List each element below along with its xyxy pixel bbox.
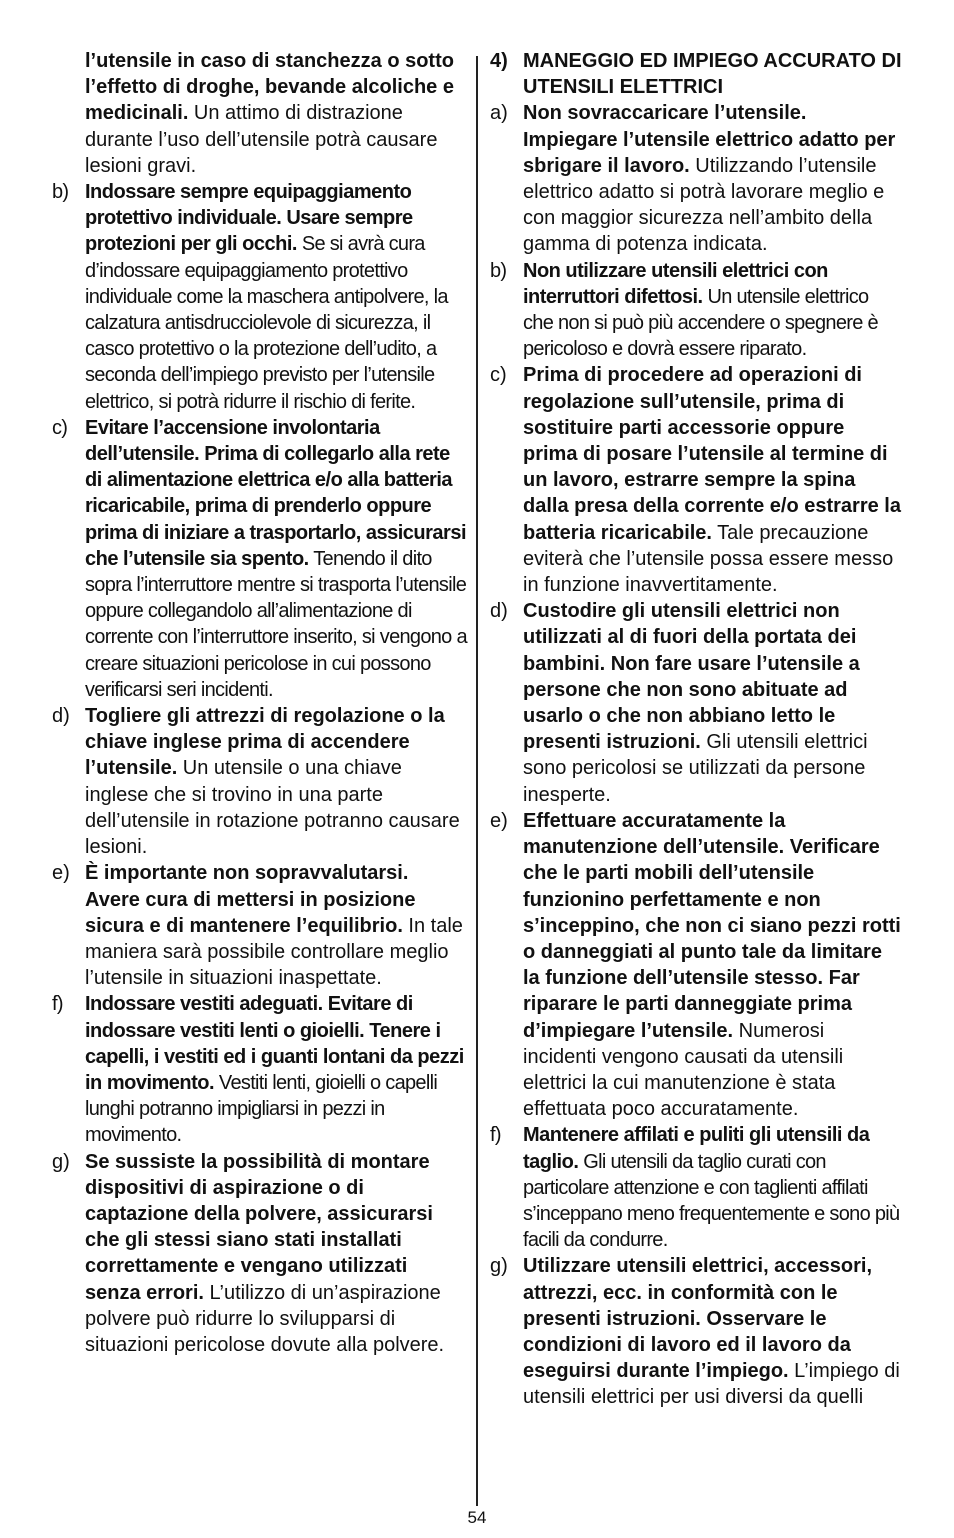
item-marker: b) [52, 181, 69, 204]
item-lead-text: Prima di procedere ad operazioni di regolazione sull’utensile, prima di sostituire parti accessorie oppure prima di posare l’utensile al termine di un lavoro, estrarre sempre la spina dalla presa della corrente e/o estrarre la batteria ricaricabile. [523, 364, 901, 544]
item-lead-text: Effettuare accuratamente la manutenzione dell’utensile. Verificare che le parti mobili dell’utensile funzionino perfettamente e non s’inceppino, che non ci siano pezzi rotti o danneggiati al punto tale da limitare la funzione dell’utensile stesso. Far riparare le parti danneggiate prima d’impiegare l’utensile. [523, 809, 901, 1042]
item-marker: b) [490, 259, 507, 282]
item-marker: g) [490, 1255, 508, 1278]
item-body-text: Se si avrà cura d’indossare equipaggiamento protettivo individuale come la maschera antipolvere, la calzatura antisdrucciolevole di sicurezza, il casco protettivo o la protezione dell’udito, a seconda dell’impiego previsto per l’utensile elettrico, si potrà ridurre il rischio di ferite. [85, 233, 448, 413]
item-body-text: Numerosi incidenti vengono causati da utensili elettrici la cui manutenzione è stata effettuata poco accuratamente. [523, 1019, 844, 1121]
section-heading [490, 48, 902, 100]
safety-item-b [52, 179, 467, 415]
usage-item-c [490, 362, 902, 598]
item-marker: d) [490, 600, 508, 623]
safety-item-e [52, 860, 467, 991]
item-marker: a) [490, 102, 508, 125]
item-marker: g) [52, 1150, 70, 1173]
page-number: 54 [467, 1508, 487, 1527]
item-marker: c) [490, 364, 507, 387]
item-lead-text: Utilizzare utensili elettrici, accessori, attrezzi, ecc. in conformità con le presenti istruzioni. Osservare le condizioni di lavoro ed il lavoro da eseguirsi durante l’impiego. [523, 1255, 873, 1383]
item-body-text: Tale precauzione eviterà che l’utensile possa essere messo in funzione inavvertitamente. [523, 521, 894, 597]
item-body-text: Gli utensili da taglio curati con particolare attenzione e con taglienti affilati s’inceppano meno frequentemente e sono più facili da condurre. [523, 1150, 900, 1252]
section-number: 4) [490, 50, 508, 72]
item-lead-text: Mantenere affilati e puliti gli utensili da taglio. [523, 1124, 870, 1173]
usage-item-f [490, 1122, 902, 1253]
item-lead-text: Non sovraccaricare l’utensile. Impiegare l’utensile elettrico adatto per sbrigare il lavoro. [523, 102, 896, 177]
item-lead-text: Indossare vestiti adeguati. Evitare di indossare vestiti lenti o gioielli. Tenere i capelli, i vestiti ed i guanti lontani da pezzi in movimento. [85, 993, 464, 1094]
safety-item-d [52, 703, 467, 860]
item-lead-text: Se sussiste la possibilità di montare dispositivi di aspirazione o di captazione della polvere, assicurarsi che gli stessi siano stati installati correttamente e vengano utilizzati senza errori. [85, 1150, 433, 1304]
item-marker: f) [52, 993, 63, 1016]
right-column [490, 48, 902, 1411]
item-body-text: Un utensile elettrico che non si può più accendere o spegnere è pericoloso e dovrà essere riparato. [523, 285, 878, 361]
safety-item-c [52, 415, 467, 703]
usage-item-d [490, 598, 902, 808]
item-body-text: Un utensile o una chiave inglese che si trovino in una parte dell’utensile in rotazione potranno causare lesioni. [85, 757, 460, 859]
item-lead-text: Non utilizzare utensili elettrici con interruttori difettosi. [523, 259, 828, 308]
item-body-text: In tale maniera sarà possibile controllare meglio l’utensile in situazioni inaspettate. [85, 914, 463, 990]
item-marker: e) [490, 809, 508, 832]
safety-item-continued [52, 48, 467, 179]
item-body-text: Gli utensili elettrici sono pericolosi se utilizzati da persone inesperte. [523, 731, 868, 806]
item-lead-text: È importante non sopravvalutarsi. Avere cura di mettersi in posizione sicura e di mantenere l’equilibrio. [85, 862, 416, 937]
usage-item-a [490, 100, 902, 257]
item-lead-text: l’utensile in caso di stanchezza o sotto l’effetto di droghe, bevande alcoliche e medicinali. [85, 50, 454, 125]
safety-item-f [52, 991, 467, 1148]
item-lead-text: Indossare sempre equipaggiamento protettivo individuale. Usare sempre protezioni per gli occhi. [85, 181, 413, 256]
item-marker: d) [52, 705, 70, 728]
item-body-text: L’utilizzo di un’aspirazione polvere può ridurre lo svilupparsi di situazioni pericolose dovute alla polvere. [85, 1281, 445, 1356]
item-marker: c) [52, 416, 68, 439]
item-lead-text: Evitare l’accensione involontaria dell’utensile. Prima di collegarlo alla rete di alimentazione elettrica e/o alla batteria ricaricabile, prima di prenderlo oppure prima di iniziare a trasportarlo, assicurarsi che l’utensile sia spento. [85, 416, 466, 570]
safety-item-g [52, 1149, 467, 1359]
left-column [52, 48, 467, 1358]
usage-item-e [490, 808, 902, 1122]
item-body-text: Un attimo di distrazione durante l’uso dell’utensile potrà causare lesioni gravi. [85, 102, 438, 177]
item-body-text: Tenendo il dito sopra l’interruttore mentre si trasporta l’utensile oppure collegandolo all’alimentazione di corrente con l’interruttore inserito, si vengono a creare situazioni pericolose in cui possono verificarsi seri incidenti. [85, 547, 467, 701]
item-marker: e) [52, 862, 70, 885]
item-body-text: Vestiti lenti, gioielli o capelli lunghi potranno impigliarsi in pezzi in movimento. [85, 1071, 438, 1147]
item-lead-text: Togliere gli attrezzi di regolazione o la chiave inglese prima di accendere l’utensile. [85, 705, 445, 780]
column-divider [476, 56, 478, 1506]
item-body-text: L’impiego di utensili elettrici per usi diversi da quelli [523, 1360, 900, 1409]
usage-item-b [490, 258, 902, 363]
item-body-text: Utilizzando l’utensile elettrico adatto si potrà lavorare meglio e con maggior sicurezza nell’ambito della gamma di potenza indicata. [523, 154, 885, 256]
item-lead-text: Custodire gli utensili elettrici non utilizzati al di fuori della portata dei bambini. Non fare usare l’utensile a persone che non sono abituate ad usarlo o che non abbiano letto le presenti istruzioni. [523, 600, 860, 754]
usage-item-g [490, 1253, 902, 1410]
section-title: MANEGGIO ED IMPIEGO ACCURATO DI UTENSILI ELETTRICI [523, 50, 902, 99]
item-marker: f) [490, 1124, 501, 1147]
